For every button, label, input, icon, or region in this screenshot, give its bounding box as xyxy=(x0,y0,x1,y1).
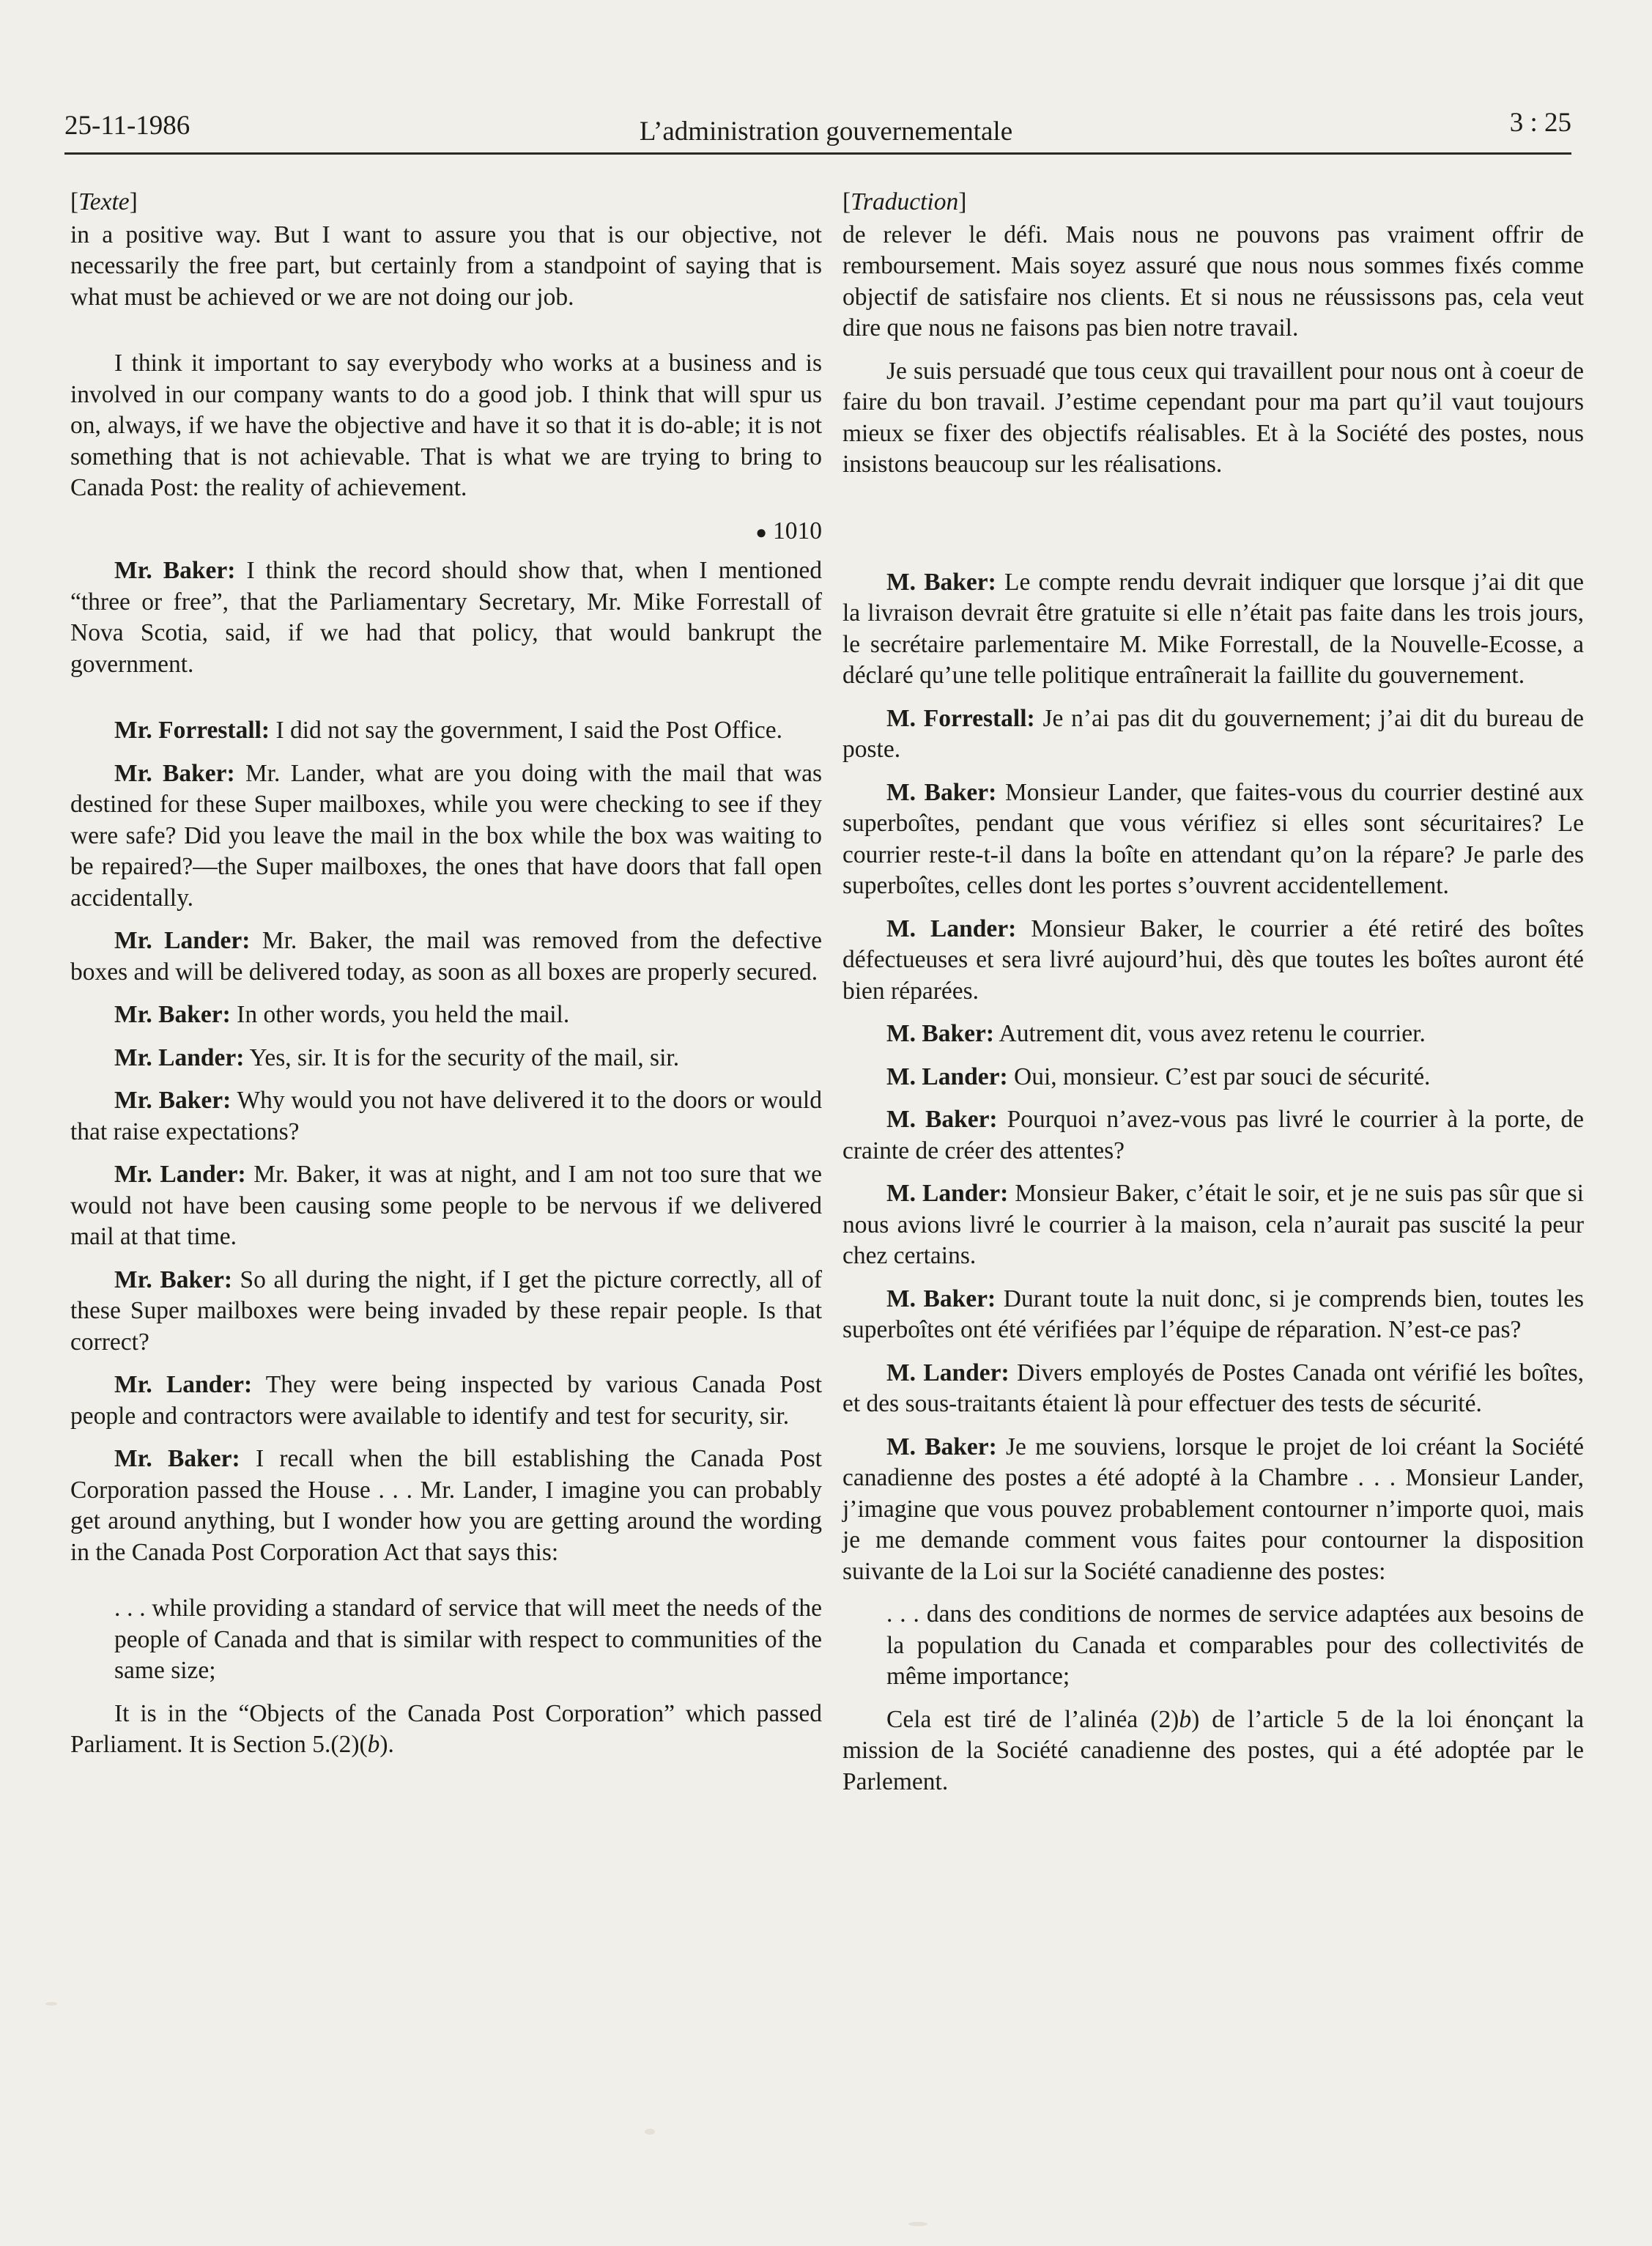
speaker-turn: M. Baker: Monsieur Lander, que faites-vous du courrier destiné aux superboîtes, pendant que vous vérifiez si elles sont sécuritaires? Le courrier reste-t-il dans la boîte en attendant qu’on la répare? Je parle des superboîtes, celles dont les portes s’ouvrent accidentellement. xyxy=(842,778,1584,899)
column-english xyxy=(70,187,822,1773)
speaker-turn: M. Baker: Le compte rendu devrait indiquer que lorsque j’ai dit que la livraison devrait être gratuite si elle n’était pas faite dans les trois jours, le secrétaire parlementaire M. Mike Forrestall, de la Nouvelle-Ecosse, a déclaré qu’une telle politique entraînerait la faillite du gouvernement. xyxy=(842,568,1584,689)
speaker-turn: M. Lander: Monsieur Baker, c’était le soir, et je ne suis pas sûr que si nous avions livré le courrier à la maison, cela n’aurait pas suscité la peur chez certains. xyxy=(842,1180,1584,1269)
scan-speck xyxy=(908,2222,927,2226)
speaker-turn: M. Baker: Pourquoi n’avez-vous pas livré le courrier à la porte, de crainte de créer des attentes? xyxy=(842,1106,1584,1164)
speaker-turn: Mr. Lander: They were being inspected by various Canada Post people and contractors were available to identify and test for security, sir. xyxy=(70,1371,822,1430)
speaker-turn: M. Baker: Autrement dit, vous avez retenu le courrier. xyxy=(886,1020,1426,1047)
speaker-turn: Mr. Baker: Mr. Lander, what are you doing with the mail that was destined for these Super mailboxes, while you were checking to see if they were safe? Did you leave the mail in the box while the box was waiting to be repaired?—the Super mailboxes, the ones that have doors that fall open accidentally. xyxy=(70,759,822,912)
speaker-turn: Mr. Forrestall: I did not say the government, I said the Post Office. xyxy=(114,717,783,745)
speaker-turn: M. Lander: Divers employés de Postes Canada ont vérifié les boîtes, et des sous-traitants étaient là pour effectuer des tests de sécurité. xyxy=(842,1359,1585,1417)
speaker-turn: Mr. Baker: So all during the night, if I get the picture correctly, all of these Super mailboxes were being invaded by these repair people. Is that correct? xyxy=(70,1266,822,1356)
scan-speck xyxy=(645,2129,655,2135)
speaker-turn: Mr. Baker: I recall when the bill establishing the Canada Post Corporation passed the House . . . Mr. Lander, I imagine you can probably get around anything, but I wonder how you are getting around the wording in the Canada Post Corporation Act that says this: xyxy=(70,1445,822,1566)
paragraph: I think it important to say everybody who works at a business and is involved in our company wants to do a good job. I think that will spur us on, always, if we have the objective and have it so that it is do-able; it is not something that is not achievable. That is what we are trying to bring to Canada Post: the reality of achievement. xyxy=(70,350,822,501)
language-tag-english: [Texte] xyxy=(70,188,138,215)
scan-speck xyxy=(45,2002,57,2006)
paragraph: It is in the “Objects of the Canada Post Corporation” which passed Parliament. It is Section 5.(2)(b). xyxy=(70,1699,822,1759)
header-date: 25-11-1986 xyxy=(64,111,190,141)
speaker-turn: Mr. Lander: Yes, sir. It is for the security of the mail, sir. xyxy=(114,1043,680,1071)
paragraph: de relever le défi. Mais nous ne pouvons pas vraiment offrir de remboursement. Mais soyez assuré que nous nous sommes fixés comme objectif de satisfaire nos clients. Et si nous ne réussissons pas, cela veut dire que nous ne faisons pas bien notre travail. xyxy=(842,221,1584,341)
speaker-turn: M. Lander: Oui, monsieur. C’est par souci de sécurité. xyxy=(886,1063,1431,1090)
header-rule xyxy=(64,152,1571,155)
paragraph: Cela est tiré de l’alinéa (2)b) de l’article 5 de la loi énonçant la mission de la Société canadienne des postes, qui a été adoptée par le Parlement. xyxy=(842,1705,1584,1795)
header-page-number: 3 : 25 xyxy=(1509,108,1571,138)
paragraph: in a positive way. But I want to assure you that is our objective, not necessarily the free part, but certainly from a standpoint of saying that is what must be achieved or we are not doing our job. xyxy=(70,221,822,311)
speaker-turn: M. Forrestall: Je n’ai pas dit du gouvernement; j’ai dit du bureau de poste. xyxy=(842,704,1584,763)
speaker-turn: Mr. Baker: In other words, you held the mail. xyxy=(114,1001,570,1029)
block-quote: . . . dans des conditions de normes de service adaptées aux besoins de la population du Canada et comparables pour des collectivités de même importance; xyxy=(886,1600,1584,1690)
speaker-turn: Mr. Baker: Why would you not have delivered it to the doors or would that raise expectations? xyxy=(70,1087,822,1145)
column-french xyxy=(842,187,1584,1809)
paragraph: Je suis persuadé que tous ceux qui travaillent pour nous ont à coeur de faire du bon travail. J’estime cependant pour ma part qu’il vaut toujours mieux se fixer des objectifs réalisables. Et à la Société des postes, nous insistons beaucoup sur les réalisations. xyxy=(842,357,1584,478)
speaker-turn: M. Baker: Durant toute la nuit donc, si je comprends bien, toutes les superboîtes ont été vérifiées par l’équipe de réparation. N’est-ce pas? xyxy=(842,1285,1584,1343)
speaker-turn: Mr. Lander: Mr. Baker, it was at night, and I am not too sure that we would not have been causing some people to be nervous if we delivered mail at that time. xyxy=(70,1161,822,1251)
block-quote: . . . while providing a standard of service that will meet the needs of the people of Canada and that is similar with respect to communities of the same size; xyxy=(114,1595,822,1685)
header-title: L’administration gouvernementale xyxy=(639,117,1013,147)
speaker-turn: M. Lander: Monsieur Baker, le courrier a été retiré des boîtes défectueuses et sera livré aujourd’hui, dès que toutes les boîtes auront été bien réparées. xyxy=(842,915,1584,1005)
speaker-turn: Mr. Baker: I think the record should show that, when I mentioned “three or free”, that the Parliamentary Secretary, Mr. Mike Forrestall of Nova Scotia, said, if we had that policy, that would bankrupt the government. xyxy=(70,557,822,678)
speaker-turn: Mr. Lander: Mr. Baker, the mail was removed from the defective boxes and will be delivered today, as soon as all boxes are properly secured. xyxy=(70,927,822,986)
language-tag-french: [Traduction] xyxy=(842,188,967,215)
bullet-icon: ● xyxy=(755,521,767,543)
time-marker: ● 1010 xyxy=(755,517,822,544)
speaker-turn: M. Baker: Je me souviens, lorsque le projet de loi créant la Société canadienne des postes a été adopté à la Chambre . . . Monsieur Lander, j’imagine que vous pouvez probablement contourner n’importe quoi, mais je me demande comment vous faites pour contourner la disposition suivante de la Loi sur la Société canadienne des postes: xyxy=(842,1433,1584,1585)
